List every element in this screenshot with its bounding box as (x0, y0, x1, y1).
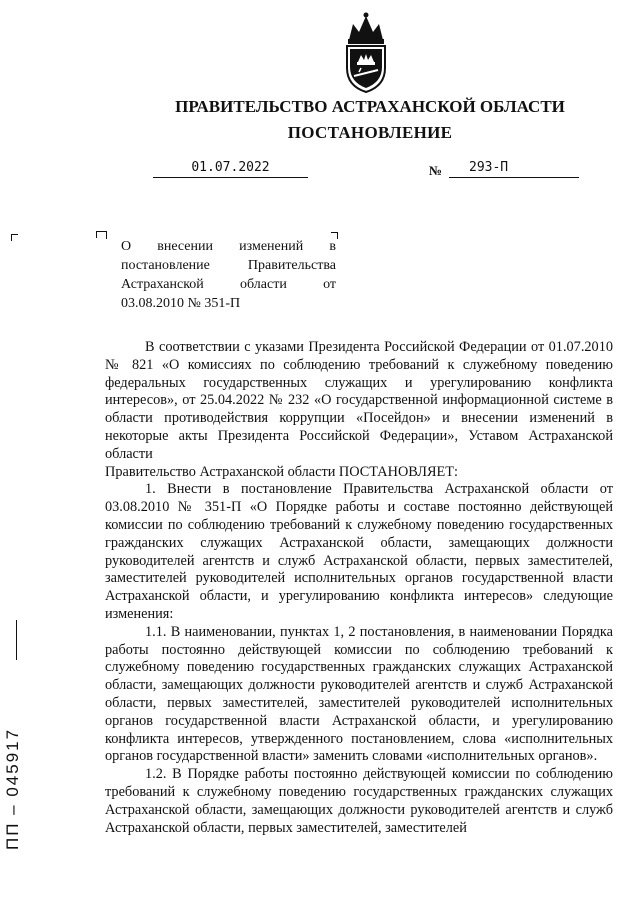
organization-title: ПРАВИТЕЛЬСТВО АСТРАХАНСКОЙ ОБЛАСТИ (175, 97, 565, 116)
document-date: 01.07.2022 (153, 160, 308, 178)
number-sign: № (429, 163, 443, 178)
margin-corner-mark (11, 234, 18, 241)
blank-serial-number: ПП – 045917 (3, 727, 22, 850)
document-number: 293-П (469, 160, 509, 175)
document-type: ПОСТАНОВЛЕНИЕ (287, 123, 453, 142)
document-subject: О внесении изменений в постановление Правительства Астраханской области от 03.08.2010 № 351-П (121, 239, 336, 311)
clause-1-1-paragraph: 1.1. В наименовании, пунктах 1, 2 постановления, в наименовании Порядка работы постоянно действующей комиссии по соблюдению требований к служебному поведению государственных гражданских служащих Астраханской области, замещающих должности руководителей агентств и служб Астраханской области, первых заместителей, заместителей руководителей исполнительных органов государственной власти Астраханской области, и урегулированию конфликта интересов, утвержденного постановлением, слова «исполнительных органов государственной власти» заменить словами «исполнительных органов». (105, 623, 613, 765)
subject-corner-mark-left-tick (106, 231, 107, 239)
preamble-paragraph: В соответствии с указами Президента Российской Федерации от 01.07.2010 № 821 «О комиссиях по соблюдению требований к служебному поведению федеральных государственных служащих и урегулированию конфликта интересов», от 25.04.2022 № 232 «О государственной информационной системе в области противодействия коррупции «Посейдон» и внесении изменений в некоторые акты Президента Российской Федерации», Уставом Астраханской области (105, 339, 613, 462)
document-number-field (449, 160, 579, 178)
clause-1-paragraph: 1. Внести в постановление Правительства Астраханской области от 03.08.2010 № 351-П «О Порядке работы и составе постоянно действующей комиссии по соблюдению требований к служебному поведению государственных гражданских служащих Астраханской области, замещающих должности руководителей агентств и служб Астраханской области, первых заместителей, заместителей руководителей исполнительных органов государственной власти Астраханской области, и урегулированию конфликта интересов» следующие изменения: (105, 481, 613, 622)
document-body (105, 339, 613, 837)
margin-line (16, 620, 17, 660)
coat-of-arms-icon (339, 10, 393, 94)
resolution-statement: Правительство Астраханской области ПОСТАНОВЛЯЕТ: (105, 463, 458, 480)
clause-1-2-paragraph: 1.2. В Порядке работы постоянно действующей комиссии по соблюдению требований к служебному поведению государственных гражданских служащих Астраханской области, замещающих должности руководителей агентств и служб Астраханской области, первых заместителей, заместителей (105, 766, 613, 836)
